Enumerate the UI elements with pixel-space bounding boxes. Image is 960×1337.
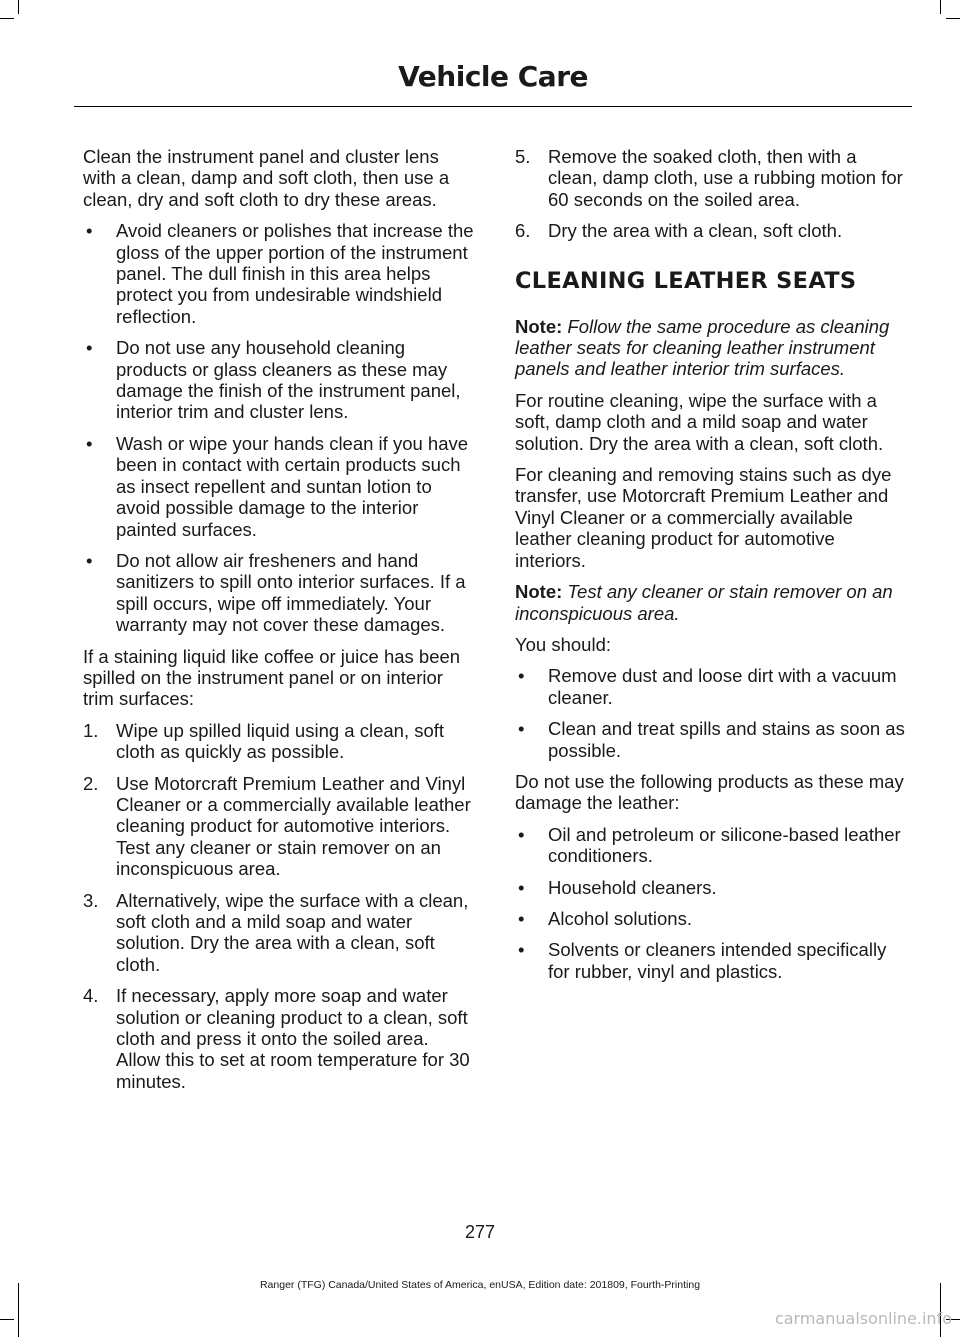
left-column [83,146,475,1102]
list-item: • Alcohol solutions. [518,907,692,929]
stain-removal-paragraph: For cleaning and removing stains such as dye transfer, use Motorcraft Premium Leather and Vinyl Cleaner or a commercially available leather cleaning product for automotive interiors. [515,464,892,571]
header-divider [74,106,912,107]
numbered-step: 5. Remove the soaked cloth, then with a clean, damp cloth, use a rubbing motion for 60 seconds on the soiled area. [515,146,903,210]
crop-mark [18,1283,19,1337]
list-item: • Solvents or cleaners intended specifically for rubber, vinyl and plastics. [518,939,887,982]
list-item: • Do not use any household cleaning products or glass cleaners as these may damage the finish of the instrument panel, interior trim and cluster lens. [86,337,461,423]
step-number: 2. [83,772,99,794]
bullet-icon: • [86,549,93,571]
list-item: • Do not allow air fresheners and hand sanitizers to spill onto interior surfaces. If a spill occurs, wipe off immediately. Your warranty may not cover these damages. [86,549,466,636]
step-number: 5. [515,146,531,167]
crop-mark [946,18,960,19]
section-heading: CLEANING LEATHER SEATS [515,267,857,294]
note: Note: Test any cleaner or stain remover on an inconspicuous area. [515,581,893,624]
crop-mark [18,0,19,14]
numbered-step: 6. Dry the area with a clean, soft cloth. [515,220,843,242]
intro-paragraph: Clean the instrument panel and cluster lens with a clean, damp and soft cloth, then use a clean, dry and soft cloth to dry these areas. [83,146,450,210]
watermark: carmanualsonline.info [774,1309,952,1328]
page-title: Vehicle Care [398,60,588,93]
bullet-icon: • [86,220,93,242]
list-item: • Oil and petroleum or silicone-based leather conditioners. [518,823,901,867]
bullet-icon: • [518,665,525,687]
edition-footer: Ranger (TFG) Canada/United States of America, enUSA, Edition date: 201809, Fourth-Printing [259,1279,701,1291]
step-number: 6. [515,220,531,242]
bullet-icon: • [86,432,93,454]
bullet-icon: • [518,718,525,740]
step-number: 4. [83,985,99,1007]
crop-mark [0,1319,14,1320]
bullet-icon: • [518,876,525,898]
list-item: • Clean and treat spills and stains as soon as possible. [518,718,905,761]
avoid-products-paragraph: Do not use the following products as these may damage the leather: [515,770,904,814]
list-item: • Avoid cleaners or polishes that increase the gloss of the upper portion of the instrument panel. The dull finish in this area helps protect you from undesirable windshield reflection. [86,220,474,327]
note: Note: Follow the same procedure as cleaning leather seats for cleaning leather instrument panels and leather interior trim surfaces. [515,315,890,380]
you-should-label: You should: [515,633,612,655]
crop-mark [0,18,14,19]
numbered-step: 2. Use Motorcraft Premium Leather and Vinyl Cleaner or a commercially available leather cleaning product for automotive interiors. Test any cleaner or stain remover on an inconspicuous area. [83,772,471,880]
list-item: • Household cleaners. [518,876,717,898]
step-number: 3. [83,889,99,911]
bullet-icon: • [518,939,525,961]
bullet-icon: • [518,823,525,845]
bullet-icon: • [518,907,525,929]
list-item: • Remove dust and loose dirt with a vacuum cleaner. [518,665,897,708]
bullet-icon: • [86,337,93,359]
spill-intro-paragraph: If a staining liquid like coffee or juice has been spilled on the instrument panel or on interior trim surfaces: [83,645,461,710]
routine-cleaning-paragraph: For routine cleaning, wipe the surface with a soft, damp cloth and a mild soap and water solution. Dry the area with a clean, soft cloth. [515,389,884,454]
page-number: 277 [464,1222,496,1242]
list-item: • Wash or wipe your hands clean if you have been in contact with certain products such as insect repellent and suntan lotion to avoid possible damage to the interior painted surfaces. [86,432,469,540]
numbered-step: 1. Wipe up spilled liquid using a clean, soft cloth as quickly as possible. [83,719,445,763]
numbered-step: 4. If necessary, apply more soap and water solution or cleaning product to a clean, soft cloth and press it onto the soiled area. Allow this to set at room temperature for 30 minutes. [83,985,470,1092]
crop-mark [940,0,941,14]
numbered-step: 3. Alternatively, wipe the surface with a clean, soft cloth and a mild soap and water solution. Dry the area with a clean, soft cloth. [83,889,469,975]
step-number: 1. [83,719,99,741]
right-column [515,146,908,992]
